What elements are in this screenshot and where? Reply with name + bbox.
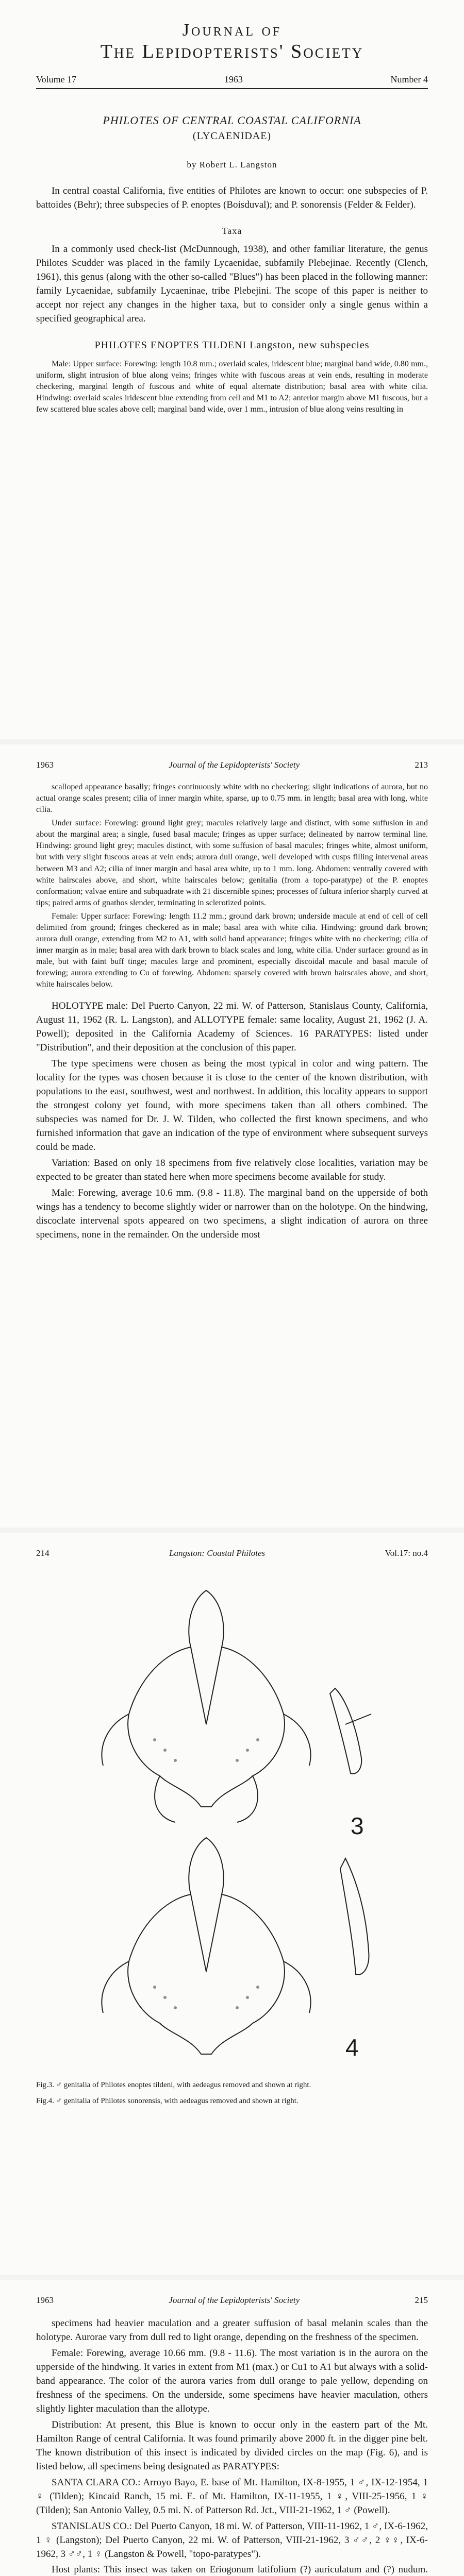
figure-4-label: 4 [345, 2034, 359, 2061]
stanislaus-records: STANISLAUS CO.: Del Puerto Canyon, 18 mi. W. of Patterson, VIII-11-1962, 1 ♂, IX-6-1962, 1 ♀ (Langston); Del Puerto Canyon, 22 mi. W. of Patterson, VIII-21-1962, 3 ♂♂, 2 ♀♀, IX-6-1962, 3 ♂♂, 1 ♀ (Langston & Powell, "topo-paratypes"). [36, 2520, 428, 2560]
journal-title-line1: Journal of [182, 21, 282, 40]
running-title: Langston: Coastal Philotes [169, 1548, 266, 1558]
page-4 [0, 2280, 464, 2576]
issue-line [36, 74, 428, 89]
genitalia-figure [36, 1570, 428, 2075]
journal-title-line2: The Lepidopterists' Society [100, 41, 364, 62]
santa-clara-records: SANTA CLARA CO.: Arroyo Bayo, E. base of Mt. Hamilton, IX-8-1955, 1 ♂, IX-12-1954, 1 ♀ (Tilden); Kincaid Ranch, 15 mi. E. of Mt. Hamilton, IX-11-1955, 1 ♀, VIII-25-1956, 1 ♀ (Tilden); San Antonio Valley, 0.5 mi. N. of Patterson Rd. Jct., VIII-21-1962, 1 ♂ (Powell). [36, 2477, 428, 2516]
running-page-number: 213 [415, 760, 428, 770]
female-description: Female: Upper surface: Forewing: length 11.2 mm.; ground dark brown; underside macule at end of cell of cell delimited from ground; fringes checkered as in male; basal area with white cilia. Hindwing: ground dark brown; aurora dull orange, extending from M2 to A1, with solid band appearance; fringes white with no checkering; cilia of inner margin as in male; basal area with dark brown to black scales and long, white cilia. Under surface: ground as in male, but with faint buff tinge; macules large and prominent, especially discoidal macule and basal macule of forewing; aurora extending to Cu of forewing. Abdomen: sparsely covered with brown hairscales above, and short, white hairscales below. [36, 911, 428, 989]
page-2 [0, 744, 464, 1528]
intro-paragraph: In central coastal California, five entities of Philotes are known to occur: one subspecies of P. battoides (Behr); three subspecies of P. enoptes (Boisduval); and P. sonorensis (Felder & Felder). [36, 185, 428, 210]
article-subtitle: (LYCAENIDAE) [192, 130, 272, 142]
male-under-surface: Under surface: Forewing: ground light grey; macules relatively large and distinct, with some suffusion in and about the marginal area; a single, fused basal macule; fringes as upper surface; delineated by narrow terminal line. Hindwing: ground light grey; macules distinct, with some suffusion of basal macules; fringes white, almost uniform, but with very slight fuscous areas at vein ends; aurora dull orange, well developed with cusps filling intervenal areas between M3 and A2; cilia of inner margin and basal area white, up to 1 mm. long. Abdomen: ventrally covered with white hairscales above, and short, white hairscales below; genitalia (from a topo-paratype) of the P. enoptes conformation; valvae entire and subquadrate with 21 discernible spines; processes of fultura inferior sharply curved at tips; paired arms of gnathos slender, terminating in sclerotized points. [36, 819, 428, 907]
male-variation-cont: specimens had heavier maculation and a greater suffusion of basal melanin scales than the holotype. Aurorae vary from dull red to light orange, depending on the freshness of the specimen. [36, 2318, 428, 2343]
running-title: Journal of the Lepidopterists' Society [169, 2295, 300, 2305]
running-left: 1963 [36, 2295, 54, 2305]
running-header [36, 2295, 428, 2306]
running-right: Vol.17: no.4 [385, 1548, 428, 1558]
running-header [36, 1548, 428, 1558]
genitalia-illustration [36, 1570, 428, 2075]
type-specimens-paragraph: The type specimens were chosen as being the most typical in color and wing pattern. The locality for the types was chosen because it is close to the center of the known distribution, with populations to the east, southwest, west and northwest. In addition, this locality appears to support the strongest colony yet found, with more specimens taken than all others combined. The subspecies was named for Dr. J. W. Tilden, who collected the first known specimens, and who furnished information that gave an indication of the type of environment where subsequent surveys could be made. [36, 1058, 428, 1153]
journal-masthead [36, 0, 428, 63]
holotype-paragraph: HOLOTYPE male: Del Puerto Canyon, 22 mi. W. of Patterson, Stanislaus County, California, August 11, 1962 (R. L. Langston), and ALLOTYPE female: same locality, August 21, 1962 (J. A. Powell); deposited in the California Academy of Sciences. 16 PARATYPES: listed under "Distribution", and their deposition at the conclusion of this paper. [36, 1001, 428, 1054]
article-title: PHILOTES OF CENTRAL COASTAL CALIFORNIA [103, 114, 361, 127]
page-3 [0, 1533, 464, 2275]
running-title: Journal of the Lepidopterists' Society [169, 760, 300, 770]
male-description-cont: scalloped appearance basally; fringes continuously white with no checkering; slight indications of aurora, but no actual orange scales present; cilia of inner margin white, sparse, up to 0.75 mm. in length; basal area with long, white cilia. [36, 783, 428, 815]
figure-3-label: 3 [351, 1812, 364, 1839]
page-1 [0, 0, 464, 739]
running-page-number: 215 [415, 2295, 428, 2305]
distribution-paragraph: Distribution: At present, this Blue is known to occur only in the eastern part of the Mt. Hamilton Range of central California. It was found primarily above 2000 ft. in the digger pine belt. The known distribution of this insect is indicated by divided circles on the map (Fig. 6), and is listed below, all specimens being designated as PARATYPES: [36, 2419, 428, 2472]
year-label: 1963 [224, 74, 243, 84]
article-author: by Robert L. Langston [187, 160, 277, 170]
subspecies-heading: PHILOTES ENOPTES TILDENI Langston, new subspecies [94, 339, 370, 351]
running-left: 1963 [36, 760, 54, 770]
figure-3-caption: Fig.3. ♂ genitalia of Philotes enoptes tildeni, with aedeagus removed and shown at right. [36, 2081, 311, 2089]
variation-paragraph: Variation: Based on only 18 specimens from five relatively close localities, variation may be expected to be greater than stated here when more specimens become available for study. [36, 1158, 428, 1183]
male-variation-paragraph: Male: Forewing, average 10.6 mm. (9.8 - 11.8). The marginal band on the upperside of both wings has a tendency to become slightly wider or narrower than on the holotype. On the hindwing, discoclate intervenal spots appeared on two specimens, a slight indication of aurora on three specimens, none in the remainder. On the underside most [36, 1188, 428, 1240]
female-variation: Female: Forewing, average 10.66 mm. (9.8 - 11.6). The most variation is in the aurora on the upperside of the hindwing. It varies in extent from M1 (max.) or Cu1 to A1 but always with a solid-band appearance. The color of the aurora varies from dull orange to pale yellow, depending on freshness of the specimens. On the underside, some specimens have heavier maculation, others slightly lighter maculation than the allotype. [36, 2347, 428, 2414]
taxa-paragraph: In a commonly used check-list (McDunnough, 1938), and other familiar literature, the genus Philotes Scudder was placed in the family Lycaenidae, subfamily Plebejinae. Recently (Clench, 1961), this genus (along with the other so-called "Blues") has been placed in the following manner: family Lycaenidae, subfamily Lycaeninae, tribe Plebejini. The scope of this paper is neither to accept nor reject any changes in the higher taxa, but to consider only a single genus within a specified geographical area. [36, 243, 428, 324]
running-page-number: 214 [36, 1548, 49, 1558]
figure-4-caption: Fig.4. ♂ genitalia of Philotes sonorensis, with aedeagus removed and shown at right. [36, 2097, 299, 2105]
number-label: Number 4 [390, 74, 428, 84]
volume-label: Volume 17 [36, 74, 77, 84]
host-plants-paragraph: Host plants: This insect was taken on Eriogonum latifolium (?) auriculatum and (?) nudum. [52, 2564, 428, 2575]
running-header [36, 760, 428, 770]
section-heading-taxa: Taxa [222, 225, 242, 236]
male-description: Male: Upper surface: Forewing: length 10.8 mm.; overlaid scales, iridescent blue; marginal band wide, 0.80 mm., uniform, slight intrusion of blue along veins; fringes white with fuscous areas at vein ends, resulting in moderate checkering, marginal length of fuscous and white of equal alternate distribution; basal area with white cilia. Hindwing: overlaid scales iridescent blue extending from cell and M1 to A2; anterior margin above M1 fuscous, but a few scattered blue scales above cell; marginal band wide, over 1 mm., intrusion of blue along veins resulting in [36, 359, 428, 414]
